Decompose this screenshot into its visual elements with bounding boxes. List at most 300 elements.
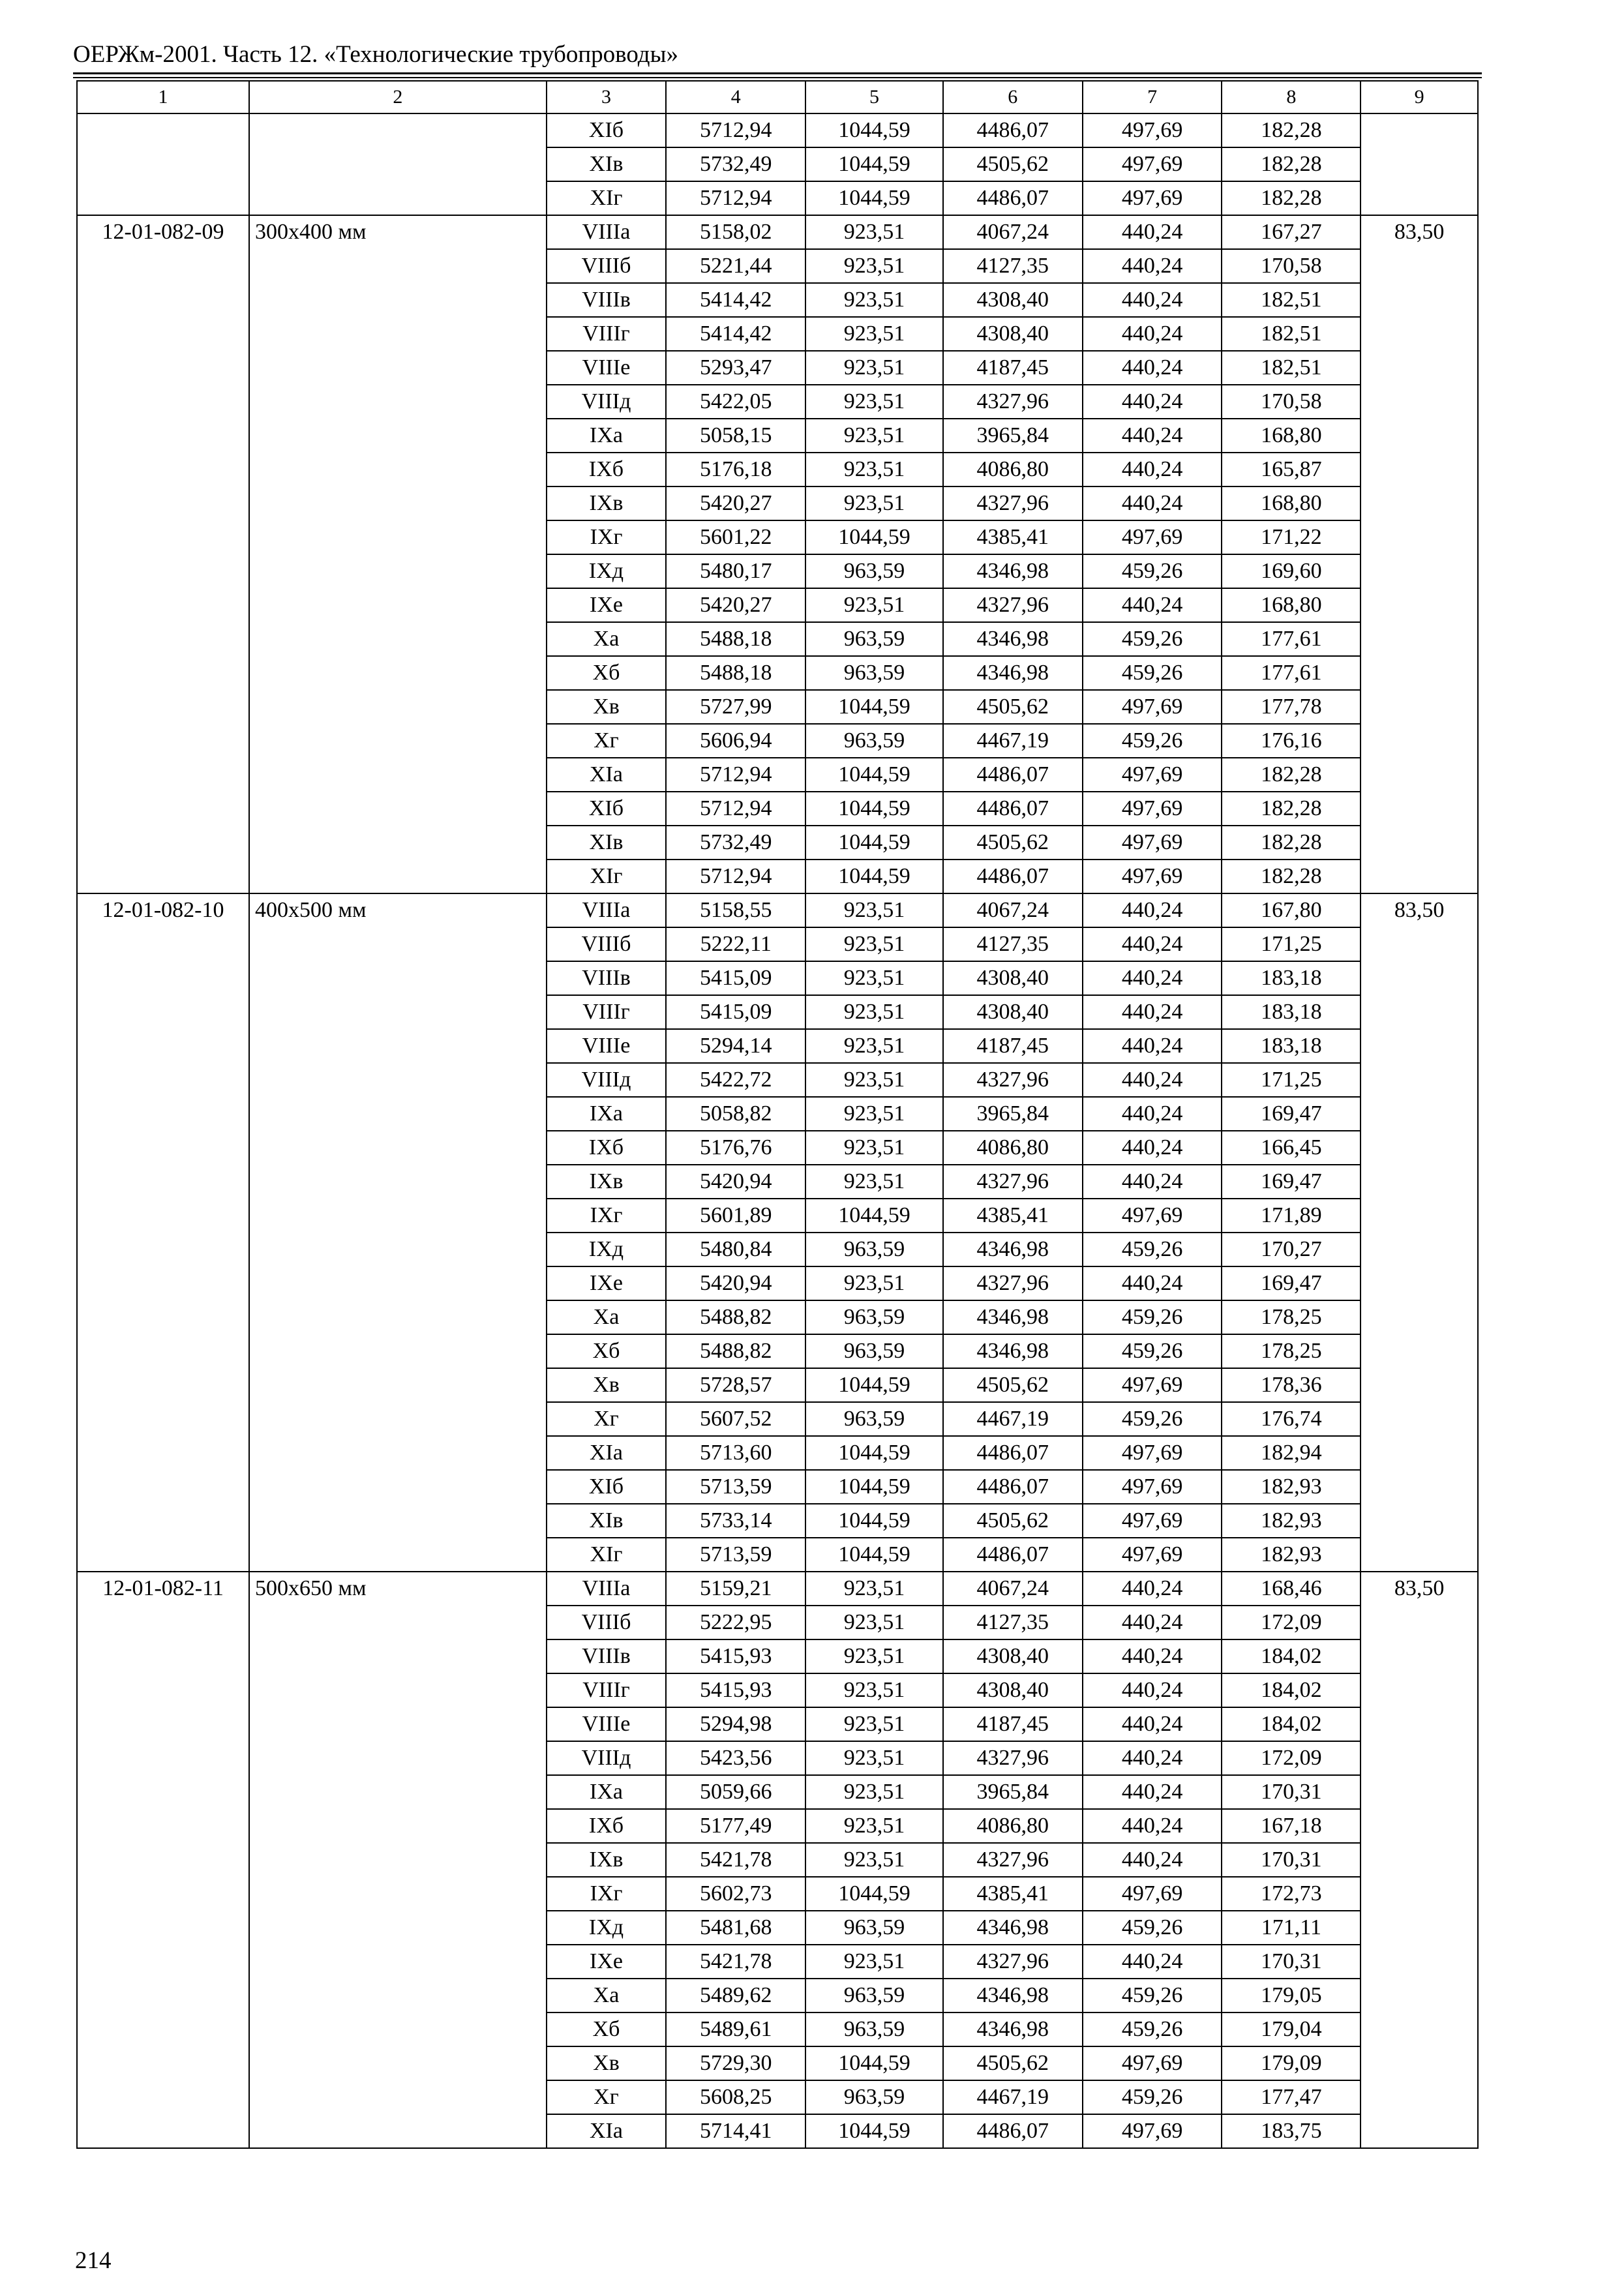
zone-cell: Xб bbox=[547, 1334, 667, 1368]
total-cost-cell: 5420,94 bbox=[666, 1165, 805, 1199]
wages-cell: 923,51 bbox=[805, 1775, 943, 1809]
column-number: 7 bbox=[1083, 81, 1222, 113]
machinist-wages-cell: 497,69 bbox=[1083, 690, 1222, 724]
machinist-wages-cell: 440,24 bbox=[1083, 893, 1222, 927]
materials-cell: 179,04 bbox=[1222, 2012, 1361, 2046]
machines-cell: 4308,40 bbox=[943, 1673, 1083, 1707]
machinist-wages-cell: 440,24 bbox=[1083, 1266, 1222, 1300]
machinist-wages-cell: 497,69 bbox=[1083, 758, 1222, 792]
machinist-wages-cell: 440,24 bbox=[1083, 1606, 1222, 1639]
total-cost-cell: 5733,14 bbox=[666, 1504, 805, 1538]
machines-cell: 4486,07 bbox=[943, 181, 1083, 215]
zone-cell: IXв bbox=[547, 1843, 667, 1877]
machines-cell: 4308,40 bbox=[943, 961, 1083, 995]
machines-cell: 4505,62 bbox=[943, 826, 1083, 860]
materials-cell: 179,09 bbox=[1222, 2046, 1361, 2080]
total-cost-cell: 5608,25 bbox=[666, 2080, 805, 2114]
machinist-wages-cell: 497,69 bbox=[1083, 181, 1222, 215]
machinist-wages-cell: 497,69 bbox=[1083, 113, 1222, 147]
wages-cell: 1044,59 bbox=[805, 860, 943, 893]
machinist-wages-cell: 459,26 bbox=[1083, 1402, 1222, 1436]
machines-cell: 4327,96 bbox=[943, 385, 1083, 419]
zone-cell: VIIIе bbox=[547, 1707, 667, 1741]
wages-cell: 963,59 bbox=[805, 2080, 943, 2114]
wages-cell: 1044,59 bbox=[805, 2114, 943, 2148]
column-number: 4 bbox=[666, 81, 805, 113]
section-size-cell bbox=[249, 113, 547, 215]
materials-cell: 182,93 bbox=[1222, 1504, 1361, 1538]
labor-cost-cell: 83,50 bbox=[1361, 1572, 1478, 2148]
wages-cell: 1044,59 bbox=[805, 1436, 943, 1470]
zone-cell: Xг bbox=[547, 2080, 667, 2114]
machinist-wages-cell: 440,24 bbox=[1083, 995, 1222, 1029]
machinist-wages-cell: 459,26 bbox=[1083, 656, 1222, 690]
materials-cell: 182,28 bbox=[1222, 792, 1361, 826]
total-cost-cell: 5414,42 bbox=[666, 317, 805, 351]
zone-cell: XIа bbox=[547, 758, 667, 792]
column-number: 8 bbox=[1222, 81, 1361, 113]
wages-cell: 1044,59 bbox=[805, 147, 943, 181]
wages-cell: 923,51 bbox=[805, 351, 943, 385]
wages-cell: 923,51 bbox=[805, 927, 943, 961]
total-cost-cell: 5488,82 bbox=[666, 1334, 805, 1368]
wages-cell: 923,51 bbox=[805, 1266, 943, 1300]
rate-code-cell bbox=[77, 113, 249, 215]
total-cost-cell: 5059,66 bbox=[666, 1775, 805, 1809]
zone-cell: VIIIа bbox=[547, 893, 667, 927]
wages-cell: 1044,59 bbox=[805, 792, 943, 826]
total-cost-cell: 5158,02 bbox=[666, 215, 805, 249]
wages-cell: 923,51 bbox=[805, 1029, 943, 1063]
zone-cell: IXб bbox=[547, 453, 667, 486]
machinist-wages-cell: 497,69 bbox=[1083, 1470, 1222, 1504]
materials-cell: 170,31 bbox=[1222, 1945, 1361, 1979]
total-cost-cell: 5420,27 bbox=[666, 588, 805, 622]
machines-cell: 4505,62 bbox=[943, 147, 1083, 181]
total-cost-cell: 5606,94 bbox=[666, 724, 805, 758]
materials-cell: 165,87 bbox=[1222, 453, 1361, 486]
zone-cell: IXв bbox=[547, 486, 667, 520]
machines-cell: 4308,40 bbox=[943, 995, 1083, 1029]
zone-cell: VIIIа bbox=[547, 215, 667, 249]
column-number: 2 bbox=[249, 81, 547, 113]
zone-cell: VIIIв bbox=[547, 283, 667, 317]
column-number: 5 bbox=[805, 81, 943, 113]
machines-cell: 4327,96 bbox=[943, 1063, 1083, 1097]
zone-cell: Xв bbox=[547, 1368, 667, 1402]
total-cost-cell: 5714,41 bbox=[666, 2114, 805, 2148]
machines-cell: 4346,98 bbox=[943, 2012, 1083, 2046]
zone-cell: XIв bbox=[547, 147, 667, 181]
materials-cell: 169,47 bbox=[1222, 1165, 1361, 1199]
wages-cell: 923,51 bbox=[805, 1639, 943, 1673]
machines-cell: 4086,80 bbox=[943, 453, 1083, 486]
zone-cell: Xа bbox=[547, 1979, 667, 2012]
machinist-wages-cell: 497,69 bbox=[1083, 2114, 1222, 2148]
materials-cell: 178,36 bbox=[1222, 1368, 1361, 1402]
machines-cell: 4127,35 bbox=[943, 1606, 1083, 1639]
zone-cell: IXе bbox=[547, 1266, 667, 1300]
machines-cell: 4467,19 bbox=[943, 724, 1083, 758]
machines-cell: 4505,62 bbox=[943, 2046, 1083, 2080]
total-cost-cell: 5421,78 bbox=[666, 1843, 805, 1877]
machinist-wages-cell: 459,26 bbox=[1083, 1233, 1222, 1266]
wages-cell: 963,59 bbox=[805, 1402, 943, 1436]
zone-cell: Xг bbox=[547, 724, 667, 758]
machinist-wages-cell: 440,24 bbox=[1083, 1572, 1222, 1606]
zone-cell: VIIIе bbox=[547, 351, 667, 385]
materials-cell: 182,94 bbox=[1222, 1436, 1361, 1470]
machinist-wages-cell: 440,24 bbox=[1083, 1843, 1222, 1877]
materials-cell: 182,28 bbox=[1222, 758, 1361, 792]
zone-cell: XIг bbox=[547, 181, 667, 215]
total-cost-cell: 5729,30 bbox=[666, 2046, 805, 2080]
total-cost-cell: 5058,15 bbox=[666, 419, 805, 453]
materials-cell: 167,80 bbox=[1222, 893, 1361, 927]
machinist-wages-cell: 440,24 bbox=[1083, 1673, 1222, 1707]
total-cost-cell: 5481,68 bbox=[666, 1911, 805, 1945]
materials-cell: 170,31 bbox=[1222, 1843, 1361, 1877]
total-cost-cell: 5732,49 bbox=[666, 826, 805, 860]
materials-cell: 179,05 bbox=[1222, 1979, 1361, 2012]
zone-cell: IXа bbox=[547, 1097, 667, 1131]
wages-cell: 1044,59 bbox=[805, 1470, 943, 1504]
machinist-wages-cell: 440,24 bbox=[1083, 419, 1222, 453]
total-cost-cell: 5602,73 bbox=[666, 1877, 805, 1911]
machines-cell: 3965,84 bbox=[943, 1097, 1083, 1131]
wages-cell: 923,51 bbox=[805, 995, 943, 1029]
machinist-wages-cell: 440,24 bbox=[1083, 1165, 1222, 1199]
machines-cell: 4385,41 bbox=[943, 1199, 1083, 1233]
wages-cell: 963,59 bbox=[805, 2012, 943, 2046]
machinist-wages-cell: 497,69 bbox=[1083, 1199, 1222, 1233]
wages-cell: 923,51 bbox=[805, 1843, 943, 1877]
machinist-wages-cell: 440,24 bbox=[1083, 283, 1222, 317]
materials-cell: 167,27 bbox=[1222, 215, 1361, 249]
materials-cell: 170,58 bbox=[1222, 249, 1361, 283]
wages-cell: 963,59 bbox=[805, 1334, 943, 1368]
section-size-cell: 300x400 мм bbox=[249, 215, 547, 893]
materials-cell: 166,45 bbox=[1222, 1131, 1361, 1165]
materials-cell: 183,18 bbox=[1222, 961, 1361, 995]
materials-cell: 176,74 bbox=[1222, 1402, 1361, 1436]
machinist-wages-cell: 497,69 bbox=[1083, 792, 1222, 826]
total-cost-cell: 5712,94 bbox=[666, 860, 805, 893]
machines-cell: 4327,96 bbox=[943, 1266, 1083, 1300]
zone-cell: IXд bbox=[547, 554, 667, 588]
machines-cell: 4327,96 bbox=[943, 486, 1083, 520]
zone-cell: XIг bbox=[547, 1538, 667, 1572]
header-rule-thin bbox=[73, 77, 1482, 78]
machines-cell: 4067,24 bbox=[943, 893, 1083, 927]
materials-cell: 182,28 bbox=[1222, 181, 1361, 215]
machinist-wages-cell: 459,26 bbox=[1083, 1911, 1222, 1945]
machinist-wages-cell: 440,24 bbox=[1083, 215, 1222, 249]
machines-cell: 4327,96 bbox=[943, 1945, 1083, 1979]
total-cost-cell: 5159,21 bbox=[666, 1572, 805, 1606]
zone-cell: VIIIв bbox=[547, 1639, 667, 1673]
materials-cell: 182,51 bbox=[1222, 317, 1361, 351]
zone-cell: IXд bbox=[547, 1233, 667, 1266]
machinist-wages-cell: 497,69 bbox=[1083, 1877, 1222, 1911]
machinist-wages-cell: 459,26 bbox=[1083, 2080, 1222, 2114]
wages-cell: 963,59 bbox=[805, 1300, 943, 1334]
materials-cell: 182,51 bbox=[1222, 351, 1361, 385]
materials-cell: 182,93 bbox=[1222, 1538, 1361, 1572]
machines-cell: 4385,41 bbox=[943, 520, 1083, 554]
wages-cell: 923,51 bbox=[805, 385, 943, 419]
machinist-wages-cell: 440,24 bbox=[1083, 1639, 1222, 1673]
machines-cell: 4467,19 bbox=[943, 1402, 1083, 1436]
wages-cell: 923,51 bbox=[805, 419, 943, 453]
zone-cell: Xа bbox=[547, 622, 667, 656]
total-cost-cell: 5728,57 bbox=[666, 1368, 805, 1402]
wages-cell: 1044,59 bbox=[805, 1877, 943, 1911]
machinist-wages-cell: 440,24 bbox=[1083, 1707, 1222, 1741]
wages-cell: 923,51 bbox=[805, 893, 943, 927]
section-size-cell: 500x650 мм bbox=[249, 1572, 547, 2148]
materials-cell: 168,80 bbox=[1222, 419, 1361, 453]
machinist-wages-cell: 440,24 bbox=[1083, 588, 1222, 622]
table-row bbox=[77, 1572, 1478, 1606]
machinist-wages-cell: 440,24 bbox=[1083, 351, 1222, 385]
machinist-wages-cell: 440,24 bbox=[1083, 1775, 1222, 1809]
machinist-wages-cell: 440,24 bbox=[1083, 1131, 1222, 1165]
wages-cell: 963,59 bbox=[805, 554, 943, 588]
machines-cell: 4187,45 bbox=[943, 1707, 1083, 1741]
rate-code-cell: 12-01-082-09 bbox=[77, 215, 249, 893]
materials-cell: 178,25 bbox=[1222, 1300, 1361, 1334]
materials-cell: 171,89 bbox=[1222, 1199, 1361, 1233]
zone-cell: VIIIг bbox=[547, 317, 667, 351]
materials-cell: 177,78 bbox=[1222, 690, 1361, 724]
column-number: 3 bbox=[547, 81, 667, 113]
wages-cell: 923,51 bbox=[805, 588, 943, 622]
page-number: 214 bbox=[75, 2247, 112, 2274]
zone-cell: VIIIа bbox=[547, 1572, 667, 1606]
wages-cell: 923,51 bbox=[805, 1097, 943, 1131]
total-cost-cell: 5421,78 bbox=[666, 1945, 805, 1979]
machinist-wages-cell: 497,69 bbox=[1083, 1538, 1222, 1572]
materials-cell: 172,09 bbox=[1222, 1606, 1361, 1639]
materials-cell: 182,93 bbox=[1222, 1470, 1361, 1504]
machinist-wages-cell: 459,26 bbox=[1083, 724, 1222, 758]
materials-cell: 176,16 bbox=[1222, 724, 1361, 758]
wages-cell: 1044,59 bbox=[805, 1504, 943, 1538]
total-cost-cell: 5222,95 bbox=[666, 1606, 805, 1639]
materials-cell: 169,47 bbox=[1222, 1097, 1361, 1131]
column-number: 6 bbox=[943, 81, 1083, 113]
machinist-wages-cell: 440,24 bbox=[1083, 385, 1222, 419]
machinist-wages-cell: 440,24 bbox=[1083, 1063, 1222, 1097]
wages-cell: 923,51 bbox=[805, 215, 943, 249]
header-rule-thick bbox=[73, 72, 1482, 74]
total-cost-cell: 5176,76 bbox=[666, 1131, 805, 1165]
wages-cell: 963,59 bbox=[805, 656, 943, 690]
zone-cell: VIIIв bbox=[547, 961, 667, 995]
labor-cost-cell bbox=[1361, 113, 1478, 215]
zone-cell: IXг bbox=[547, 1877, 667, 1911]
wages-cell: 923,51 bbox=[805, 1741, 943, 1775]
machinist-wages-cell: 440,24 bbox=[1083, 1945, 1222, 1979]
materials-cell: 182,28 bbox=[1222, 860, 1361, 893]
wages-cell: 923,51 bbox=[805, 1809, 943, 1843]
wages-cell: 923,51 bbox=[805, 1673, 943, 1707]
machines-cell: 4486,07 bbox=[943, 1538, 1083, 1572]
wages-cell: 1044,59 bbox=[805, 690, 943, 724]
machines-cell: 4486,07 bbox=[943, 1470, 1083, 1504]
machines-cell: 3965,84 bbox=[943, 419, 1083, 453]
total-cost-cell: 5422,72 bbox=[666, 1063, 805, 1097]
machinist-wages-cell: 497,69 bbox=[1083, 1436, 1222, 1470]
wages-cell: 963,59 bbox=[805, 1911, 943, 1945]
total-cost-cell: 5607,52 bbox=[666, 1402, 805, 1436]
wages-cell: 923,51 bbox=[805, 1945, 943, 1979]
machines-cell: 4486,07 bbox=[943, 758, 1083, 792]
total-cost-cell: 5489,62 bbox=[666, 1979, 805, 2012]
materials-cell: 169,47 bbox=[1222, 1266, 1361, 1300]
zone-cell: Xв bbox=[547, 2046, 667, 2080]
machinist-wages-cell: 497,69 bbox=[1083, 520, 1222, 554]
zone-cell: IXб bbox=[547, 1809, 667, 1843]
materials-cell: 183,75 bbox=[1222, 2114, 1361, 2148]
total-cost-cell: 5712,94 bbox=[666, 181, 805, 215]
machines-cell: 4327,96 bbox=[943, 1741, 1083, 1775]
wages-cell: 923,51 bbox=[805, 961, 943, 995]
materials-cell: 168,80 bbox=[1222, 588, 1361, 622]
zone-cell: VIIIг bbox=[547, 1673, 667, 1707]
machines-cell: 4505,62 bbox=[943, 1504, 1083, 1538]
zone-cell: VIIIг bbox=[547, 995, 667, 1029]
zone-cell: VIIIб bbox=[547, 927, 667, 961]
total-cost-cell: 5420,94 bbox=[666, 1266, 805, 1300]
zone-cell: IXа bbox=[547, 1775, 667, 1809]
wages-cell: 963,59 bbox=[805, 1979, 943, 2012]
zone-cell: IXв bbox=[547, 1165, 667, 1199]
total-cost-cell: 5294,98 bbox=[666, 1707, 805, 1741]
machinist-wages-cell: 440,24 bbox=[1083, 1029, 1222, 1063]
total-cost-cell: 5293,47 bbox=[666, 351, 805, 385]
zone-cell: VIIIб bbox=[547, 249, 667, 283]
materials-cell: 171,22 bbox=[1222, 520, 1361, 554]
wages-cell: 1044,59 bbox=[805, 520, 943, 554]
wages-cell: 1044,59 bbox=[805, 181, 943, 215]
machinist-wages-cell: 459,26 bbox=[1083, 622, 1222, 656]
machinist-wages-cell: 440,24 bbox=[1083, 1809, 1222, 1843]
machines-cell: 4346,98 bbox=[943, 1300, 1083, 1334]
machines-cell: 4308,40 bbox=[943, 317, 1083, 351]
materials-cell: 183,18 bbox=[1222, 995, 1361, 1029]
machines-cell: 4086,80 bbox=[943, 1131, 1083, 1165]
machines-cell: 4467,19 bbox=[943, 2080, 1083, 2114]
zone-cell: XIг bbox=[547, 860, 667, 893]
total-cost-cell: 5177,49 bbox=[666, 1809, 805, 1843]
zone-cell: XIа bbox=[547, 2114, 667, 2148]
machines-cell: 4486,07 bbox=[943, 2114, 1083, 2148]
column-number: 1 bbox=[77, 81, 249, 113]
total-cost-cell: 5423,56 bbox=[666, 1741, 805, 1775]
column-number: 9 bbox=[1361, 81, 1478, 113]
total-cost-cell: 5294,14 bbox=[666, 1029, 805, 1063]
machines-cell: 4086,80 bbox=[943, 1809, 1083, 1843]
rate-code-cell: 12-01-082-11 bbox=[77, 1572, 249, 2148]
machines-cell: 4346,98 bbox=[943, 1334, 1083, 1368]
machines-cell: 4486,07 bbox=[943, 113, 1083, 147]
table-row bbox=[77, 215, 1478, 249]
machines-cell: 4327,96 bbox=[943, 588, 1083, 622]
machinist-wages-cell: 497,69 bbox=[1083, 1368, 1222, 1402]
total-cost-cell: 5414,42 bbox=[666, 283, 805, 317]
total-cost-cell: 5488,18 bbox=[666, 656, 805, 690]
zone-cell: XIв bbox=[547, 1504, 667, 1538]
materials-cell: 172,09 bbox=[1222, 1741, 1361, 1775]
total-cost-cell: 5415,09 bbox=[666, 961, 805, 995]
wages-cell: 923,51 bbox=[805, 1165, 943, 1199]
materials-cell: 171,11 bbox=[1222, 1911, 1361, 1945]
wages-cell: 963,59 bbox=[805, 1233, 943, 1266]
total-cost-cell: 5488,82 bbox=[666, 1300, 805, 1334]
machinist-wages-cell: 440,24 bbox=[1083, 1741, 1222, 1775]
price-table bbox=[76, 80, 1479, 2149]
machines-cell: 4127,35 bbox=[943, 927, 1083, 961]
machines-cell: 4327,96 bbox=[943, 1165, 1083, 1199]
machines-cell: 4346,98 bbox=[943, 554, 1083, 588]
wages-cell: 923,51 bbox=[805, 1131, 943, 1165]
zone-cell: IXг bbox=[547, 520, 667, 554]
machinist-wages-cell: 497,69 bbox=[1083, 2046, 1222, 2080]
materials-cell: 182,28 bbox=[1222, 826, 1361, 860]
machines-cell: 4346,98 bbox=[943, 1911, 1083, 1945]
machines-cell: 3965,84 bbox=[943, 1775, 1083, 1809]
machinist-wages-cell: 440,24 bbox=[1083, 927, 1222, 961]
machines-cell: 4486,07 bbox=[943, 1436, 1083, 1470]
total-cost-cell: 5712,94 bbox=[666, 758, 805, 792]
machinist-wages-cell: 459,26 bbox=[1083, 554, 1222, 588]
page-header: ОЕРЖм-2001. Часть 12. «Технологические трубопроводы» bbox=[73, 41, 678, 68]
zone-cell: Xа bbox=[547, 1300, 667, 1334]
materials-cell: 184,02 bbox=[1222, 1707, 1361, 1741]
wages-cell: 923,51 bbox=[805, 1572, 943, 1606]
wages-cell: 923,51 bbox=[805, 486, 943, 520]
total-cost-cell: 5058,82 bbox=[666, 1097, 805, 1131]
materials-cell: 178,25 bbox=[1222, 1334, 1361, 1368]
zone-cell: XIб bbox=[547, 1470, 667, 1504]
machines-cell: 4346,98 bbox=[943, 622, 1083, 656]
machines-cell: 4505,62 bbox=[943, 690, 1083, 724]
machines-cell: 4486,07 bbox=[943, 860, 1083, 893]
materials-cell: 177,47 bbox=[1222, 2080, 1361, 2114]
machines-cell: 4187,45 bbox=[943, 351, 1083, 385]
machinist-wages-cell: 459,26 bbox=[1083, 2012, 1222, 2046]
materials-cell: 182,28 bbox=[1222, 147, 1361, 181]
materials-cell: 168,80 bbox=[1222, 486, 1361, 520]
wages-cell: 1044,59 bbox=[805, 1538, 943, 1572]
zone-cell: VIIIе bbox=[547, 1029, 667, 1063]
wages-cell: 923,51 bbox=[805, 283, 943, 317]
table-row bbox=[77, 893, 1478, 927]
machinist-wages-cell: 459,26 bbox=[1083, 1979, 1222, 2012]
machinist-wages-cell: 497,69 bbox=[1083, 860, 1222, 893]
total-cost-cell: 5601,89 bbox=[666, 1199, 805, 1233]
wages-cell: 923,51 bbox=[805, 317, 943, 351]
total-cost-cell: 5727,99 bbox=[666, 690, 805, 724]
total-cost-cell: 5176,18 bbox=[666, 453, 805, 486]
materials-cell: 184,02 bbox=[1222, 1639, 1361, 1673]
materials-cell: 172,73 bbox=[1222, 1877, 1361, 1911]
machinist-wages-cell: 459,26 bbox=[1083, 1334, 1222, 1368]
wages-cell: 1044,59 bbox=[805, 758, 943, 792]
zone-cell: IXа bbox=[547, 419, 667, 453]
